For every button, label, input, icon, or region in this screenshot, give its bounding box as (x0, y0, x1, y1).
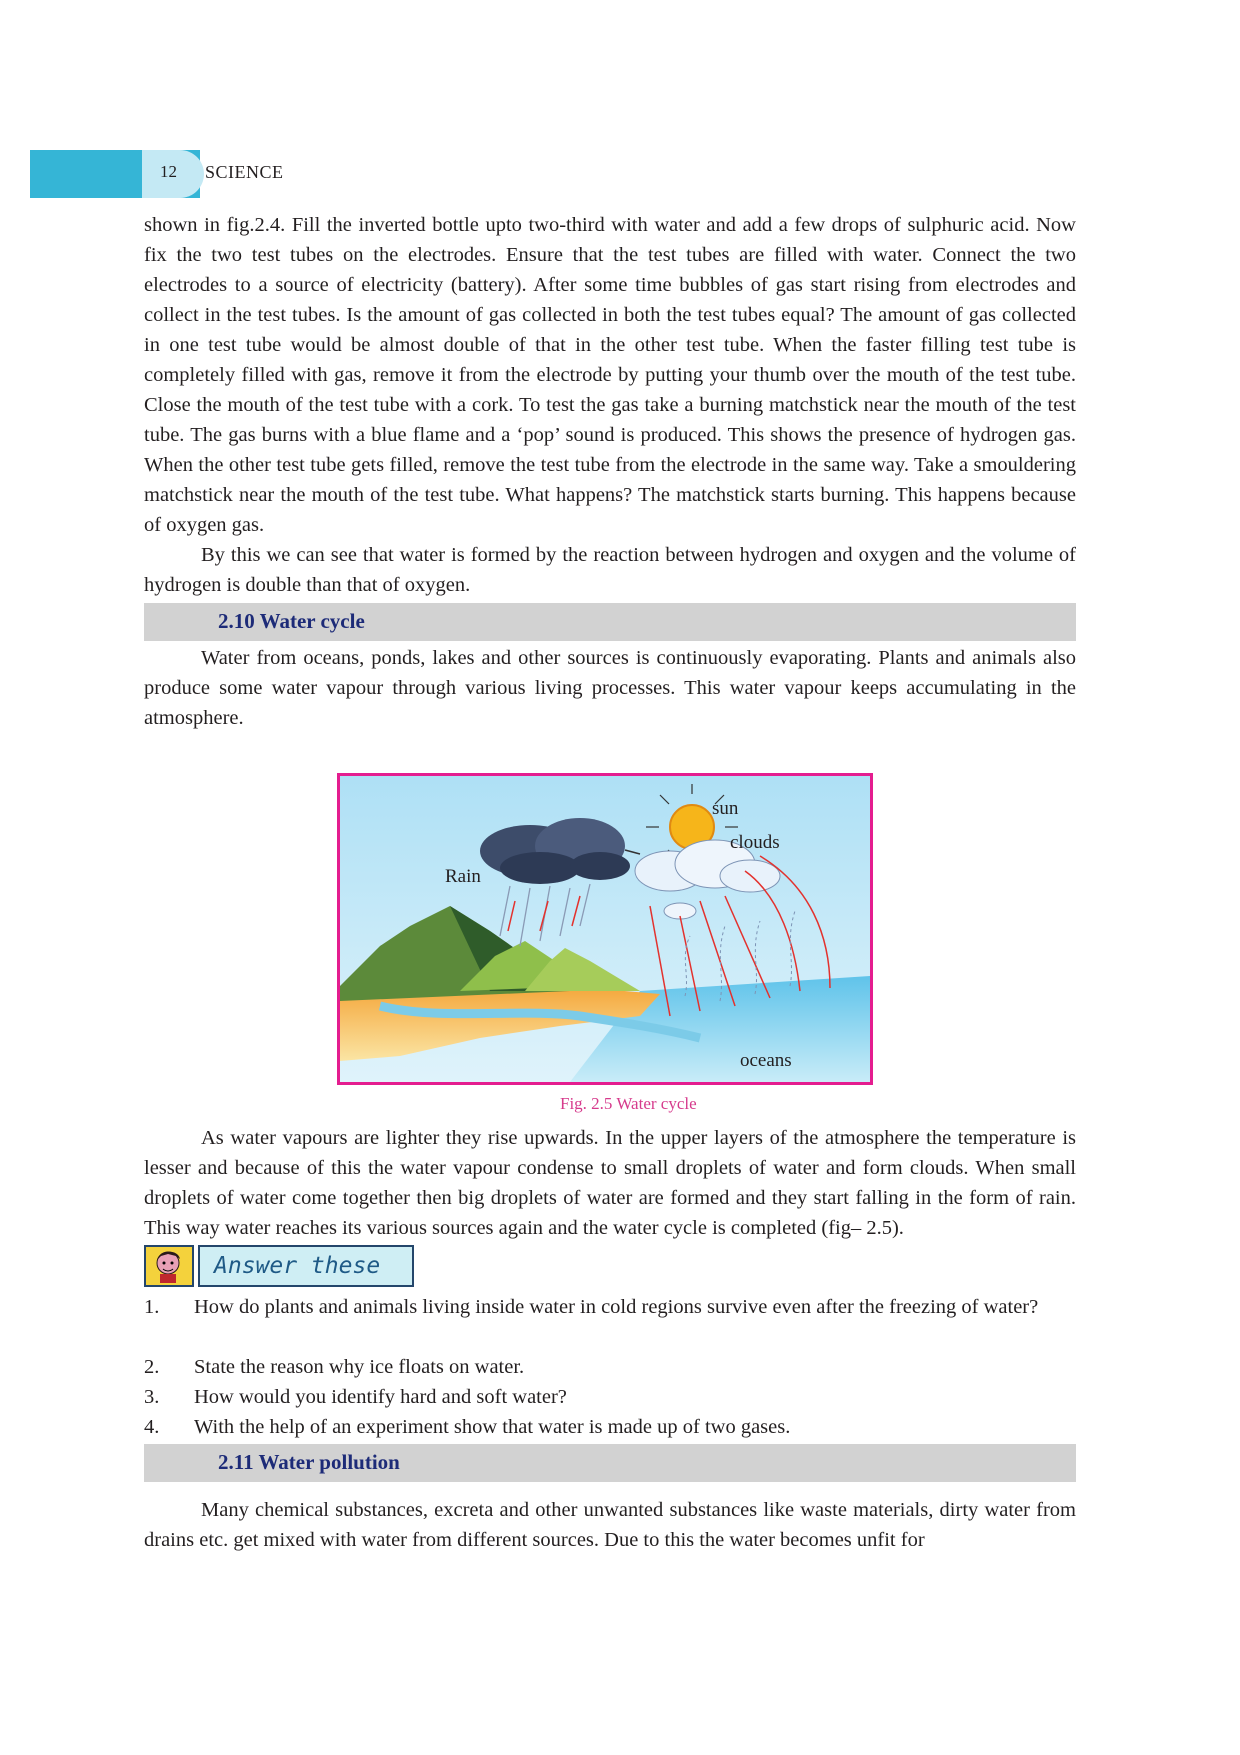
question-number: 3. (144, 1386, 160, 1408)
question-number: 1. (144, 1296, 160, 1318)
paragraph-pollution: Many chemical substances, excreta and other unwanted substances like waste materials, dirty water from drains etc. get mixed with water from different sources. Due to this the water becomes unfit for (144, 1499, 1076, 1551)
answer-these-title: Answer these (198, 1245, 414, 1287)
water-cycle-illustration (340, 776, 870, 1082)
question-text: How do plants and animals living inside water in cold regions survive even after the freezing of water? (194, 1296, 1039, 1318)
question-item (144, 1412, 1076, 1442)
section-heading-water-cycle (144, 603, 1076, 641)
paragraph-condensation: As water vapours are lighter they rise upwards. In the upper layers of the atmosphere the temperature is lesser and because of this the water vapour condense to small droplets of water and form clouds. When small droplets of water come together then big droplets of water are formed and they start falling in the form of rain. This way water reaches its various sources again and the water cycle is completed (fig– 2.5). (144, 1127, 1076, 1239)
section-heading-water-pollution (144, 1444, 1076, 1482)
question-number: 4. (144, 1416, 160, 1438)
header-subject: SCIENCE (205, 162, 284, 182)
character-icon (144, 1245, 194, 1287)
question-item (144, 1382, 1076, 1412)
question-text: How would you identify hard and soft water? (194, 1386, 567, 1408)
paragraph-electrolysis: shown in fig.2.4. Fill the inverted bottle upto two-third with water and add a few drops of sulphuric acid. Now fix the two test tubes on the electrodes. Ensure that the test tubes are filled with water. Connect the two electrodes to a source of electricity (battery). After some time bubbles of gas start rising from electrodes and collect in the test tubes. Is the amount of gas collected in both the test tubes equal? The amount of gas collected in one test tube would be almost double of that in the other test tube. When the faster filling test tube is completely filled with gas, remove it from the electrode by putting your thumb over the mouth of the test tube. Close the mouth of the test tube with a cork. To test the gas take a burning matchstick near the mouth of the test tube. The gas burns with a blue flame and a ‘pop’ sound is produced. This shows the presence of hydrogen gas. When the other test tube gets filled, remove the test tube from the electrode in the same way. Take a smouldering matchstick near the mouth of the test tube. What happens? The matchstick starts burning. This happens because of oxygen gas. (144, 214, 1076, 536)
page-number: 12 (160, 162, 177, 181)
question-item (144, 1352, 1076, 1382)
clouds-label: clouds (730, 832, 780, 853)
section-title: 2.11 Water pollution (218, 1450, 400, 1474)
answer-these-banner (144, 1245, 414, 1287)
question-number: 2. (144, 1356, 160, 1378)
question-text: With the help of an experiment show that water is made up of two gases. (194, 1416, 791, 1438)
question-text: State the reason why ice floats on water. (194, 1356, 525, 1378)
sun-label: sun (712, 798, 739, 819)
oceans-label: oceans (740, 1050, 792, 1071)
figure-caption: Fig. 2.5 Water cycle (560, 1094, 697, 1113)
rain-label: Rain (445, 866, 481, 887)
paragraph-conclusion: By this we can see that water is formed by the reaction between hydrogen and oxygen and the volume of hydrogen is double than that of oxygen. (144, 544, 1076, 596)
question-item (144, 1292, 1076, 1352)
paragraph-evaporation: Water from oceans, ponds, lakes and other sources is continuously evaporating. Plants and animals also produce some water vapour through various living processes. This water vapour keeps accumulating in the atmosphere. (144, 647, 1076, 729)
section-title: 2.10 Water cycle (218, 609, 365, 633)
water-cycle-figure (337, 773, 873, 1085)
